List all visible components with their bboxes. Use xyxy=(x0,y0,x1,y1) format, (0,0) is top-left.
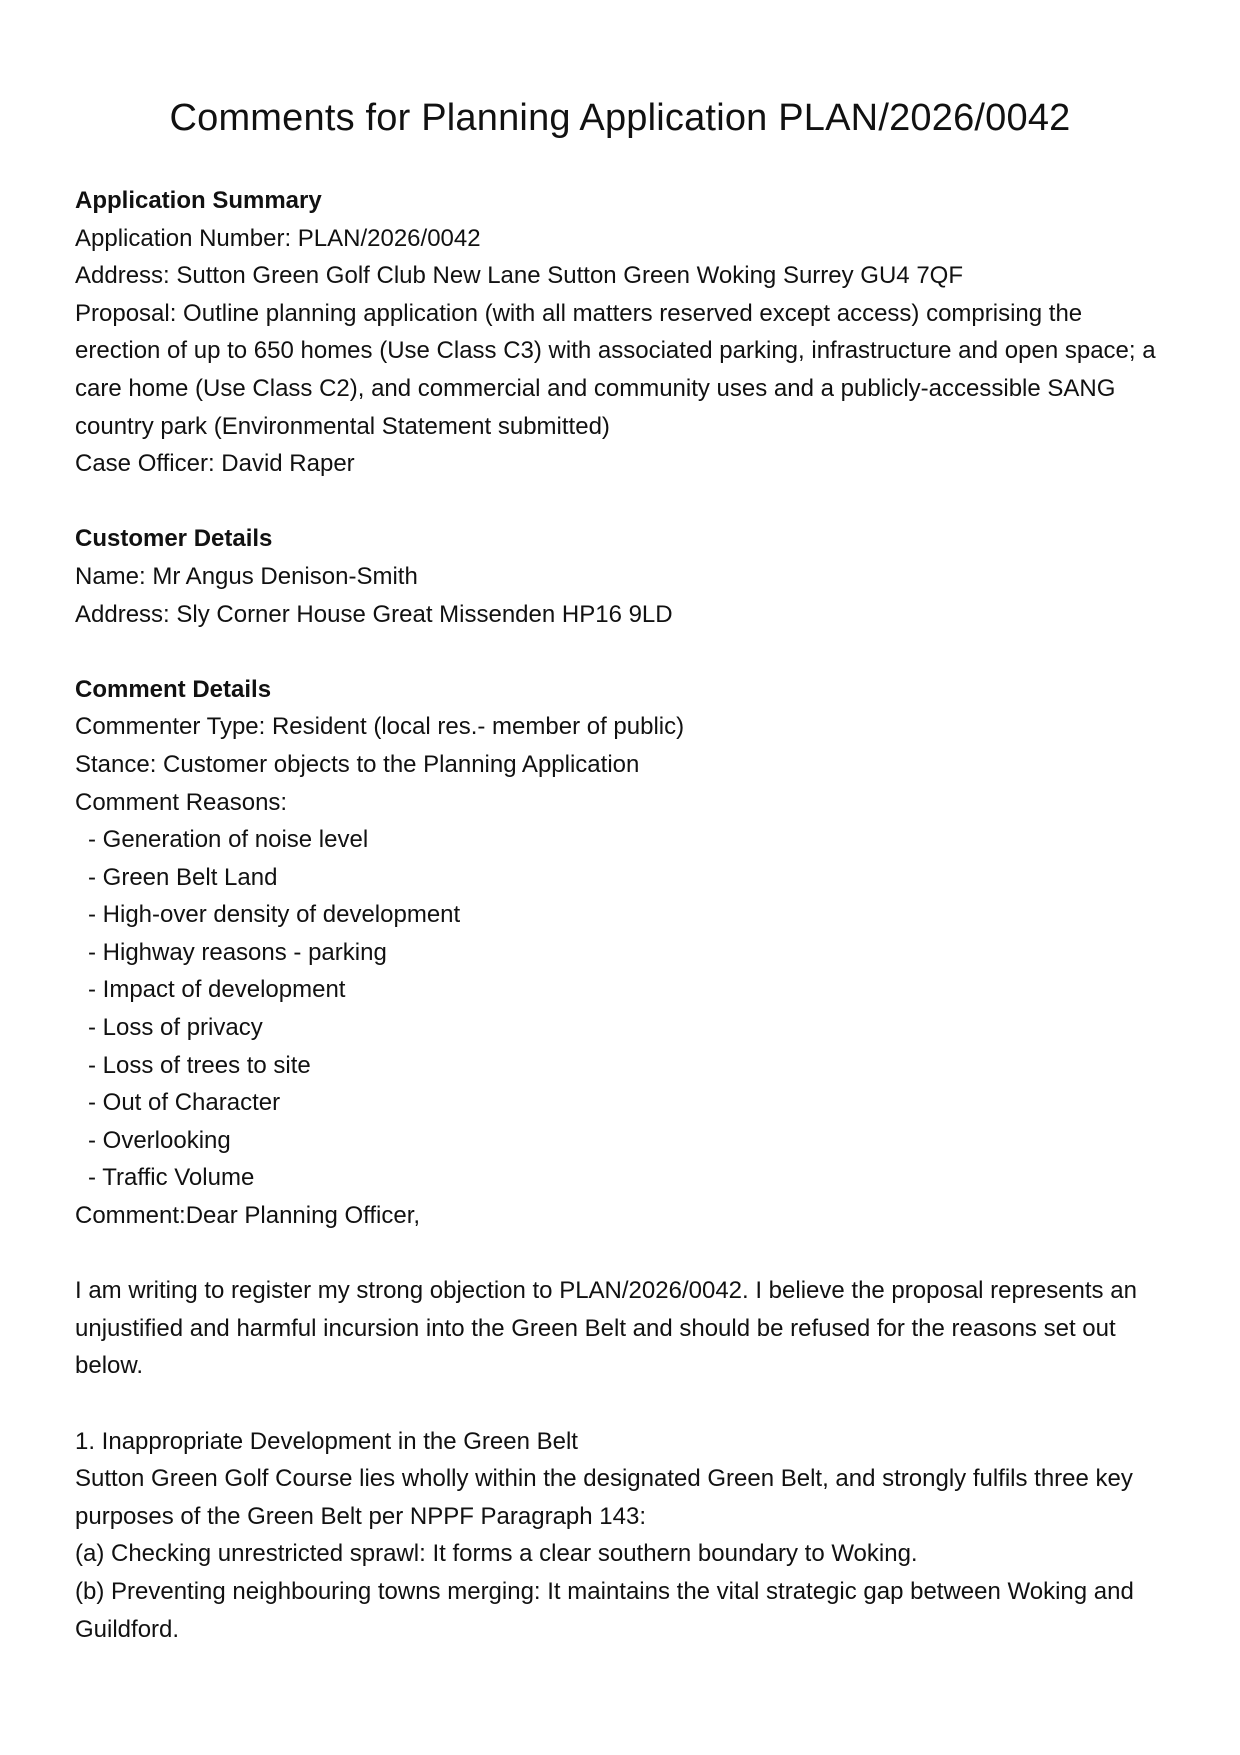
document-body xyxy=(75,182,1165,1648)
application-number: Application Number: PLAN/2026/0042 xyxy=(75,224,481,252)
stance: Stance: Customer objects to the Planning Application xyxy=(75,750,640,778)
application-summary-heading: Application Summary xyxy=(75,187,322,214)
list-item: - Out of Character xyxy=(88,1089,281,1117)
comment-intro-paragraph: I am writing to register my strong objection to PLAN/2026/0042. I believe the proposal represents an unjustified and harmful incursion into the Green Belt and should be refused for the reasons set out below. xyxy=(75,1277,1137,1380)
list-item: - Traffic Volume xyxy=(88,1164,255,1192)
list-item: - Overlooking xyxy=(88,1126,231,1154)
list-item: - Highway reasons - parking xyxy=(88,938,387,966)
spacer xyxy=(75,633,1165,671)
page-title: Comments for Planning Application PLAN/2026/0042 xyxy=(169,97,1071,139)
comment-reasons-label: Comment Reasons: xyxy=(75,788,288,816)
application-proposal: Proposal: Outline planning application (with all matters reserved except access) comprising the erection of up to 650 homes (Use Class C3) with associated parking, infrastructure and open space; a care home (Use Class C2), and commercial and community uses and a publicly-accessible SANG country park (Environmental Statement submitted) xyxy=(75,299,1163,440)
spacer xyxy=(75,483,1165,521)
point1-heading: 1. Inappropriate Development in the Green Belt xyxy=(75,1427,578,1455)
point1-b: (b) Preventing neighbouring towns merging: It maintains the vital strategic gap between Woking and Guildford. xyxy=(75,1577,1134,1643)
list-item: - Loss of trees to site xyxy=(88,1051,311,1079)
list-item: - High-over density of development xyxy=(88,901,461,929)
point1-body: Sutton Green Golf Course lies wholly within the designated Green Belt, and strongly fulfils three key purposes of the Green Belt per NPPF Paragraph 143: xyxy=(75,1465,1133,1530)
list-item: - Loss of privacy xyxy=(88,1014,263,1042)
spacer xyxy=(75,1235,1165,1273)
comment-reasons-list xyxy=(75,821,1165,1197)
list-item: - Green Belt Land xyxy=(88,863,278,891)
list-item: - Generation of noise level xyxy=(88,826,369,854)
comment-opening: Comment:Dear Planning Officer, xyxy=(75,1202,421,1230)
customer-name: Name: Mr Angus Denison-Smith xyxy=(75,562,418,590)
list-item: - Impact of development xyxy=(88,976,346,1004)
application-summary-section xyxy=(75,182,1165,483)
spacer xyxy=(75,1385,1165,1423)
commenter-type: Commenter Type: Resident (local res.- member of public) xyxy=(75,713,685,741)
comment-details-heading: Comment Details xyxy=(75,675,272,703)
case-officer: Case Officer: David Raper xyxy=(75,450,355,478)
application-address: Address: Sutton Green Golf Club New Lane Sutton Green Woking Surrey GU4 7QF xyxy=(75,262,963,290)
comment-details-section xyxy=(75,671,1165,1648)
point1-a: (a) Checking unrestricted sprawl: It forms a clear southern boundary to Woking. xyxy=(75,1540,918,1568)
customer-address: Address: Sly Corner House Great Missenden HP16 9LD xyxy=(75,600,673,628)
customer-details-section xyxy=(75,520,1165,633)
customer-details-heading: Customer Details xyxy=(75,525,273,553)
